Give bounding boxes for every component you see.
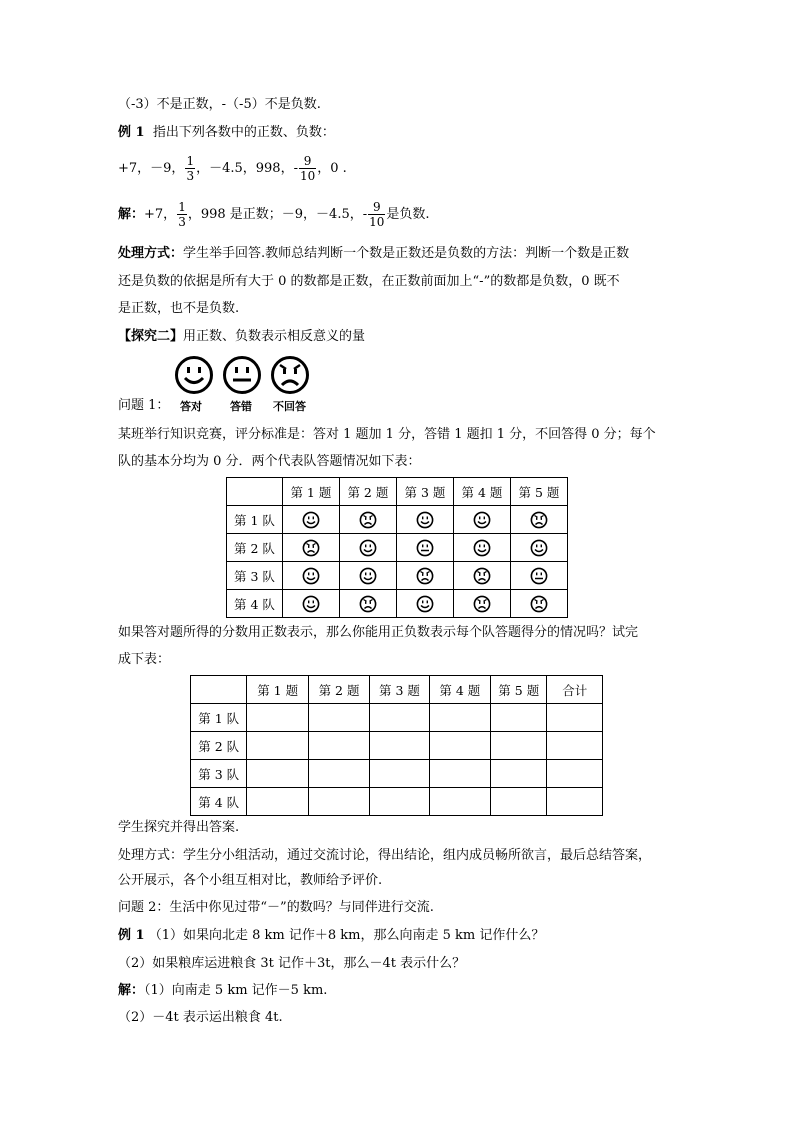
method-text-1: 学生举手回答.教师总结判断一个数是正数还是负数的方法：判断一个数是正数 xyxy=(183,246,630,261)
smile-face-icon xyxy=(174,355,214,395)
frown-face-icon xyxy=(270,355,310,395)
header-cell: 第 1 题 xyxy=(282,478,339,506)
frac-den: 3 xyxy=(178,215,186,229)
table-row xyxy=(191,788,603,816)
empty-score-cell[interactable] xyxy=(429,732,490,760)
empty-score-cell[interactable] xyxy=(491,732,547,760)
frac-den: 10 xyxy=(369,215,385,229)
frac-den: 3 xyxy=(186,169,195,183)
frown-icon xyxy=(473,595,491,613)
frown-icon xyxy=(359,511,377,529)
answer-line-1 xyxy=(118,982,327,1000)
fraction-one-third xyxy=(177,200,187,229)
empty-score-cell[interactable] xyxy=(547,760,603,788)
table-row xyxy=(227,534,568,562)
solution-label: 解： xyxy=(118,207,145,222)
face-cell xyxy=(453,506,510,534)
empty-score-cell[interactable] xyxy=(308,788,369,816)
face-cell xyxy=(510,534,567,562)
smile-icon xyxy=(302,511,320,529)
empty-score-cell[interactable] xyxy=(308,732,369,760)
fraction-one-third xyxy=(185,154,195,183)
header-cell: 第 2 题 xyxy=(339,478,396,506)
empty-score-cell[interactable] xyxy=(547,704,603,732)
neutral-icon xyxy=(530,567,548,585)
header-cell: 第 2 题 xyxy=(308,676,369,704)
face-cell xyxy=(396,590,453,618)
example-2-line-2: （2）如果粮库运进粮食 3t 记作＋3t，那么－4t 表示什么？ xyxy=(118,956,466,971)
empty-score-cell[interactable] xyxy=(370,760,429,788)
header-cell: 第 5 题 xyxy=(491,676,547,704)
frown-icon xyxy=(530,511,548,529)
method2-line-1: 处理方式：学生分小组活动，通过交流讨论，得出结论，组内成员畅所欲言，最后总结答案， xyxy=(118,848,652,863)
method-line-2: 还是负数的依据是所有大于 0 的数都是正数，在正数前面加上“-”的数都是负数，0 既不 xyxy=(118,274,620,289)
face-label-wrong: 答错 xyxy=(230,400,252,413)
team-cell: 第 3 队 xyxy=(191,760,247,788)
nums-part-a: +7，－9， xyxy=(118,161,185,176)
line-1: （-3）不是正数，-（-5）不是负数. xyxy=(118,97,321,112)
frac-num: 1 xyxy=(178,200,186,214)
example-text: 指出下列各数中的正数、负数： xyxy=(152,125,335,140)
face-cell xyxy=(282,590,339,618)
team-cell: 第 2 队 xyxy=(191,732,247,760)
smile-icon xyxy=(302,595,320,613)
smile-icon xyxy=(530,539,548,557)
neutral-face-icon xyxy=(222,355,262,395)
fraction-nine-tenths xyxy=(299,154,316,183)
explore-text: 用正数、负数表示相反意义的量 xyxy=(183,329,366,344)
empty-score-cell[interactable] xyxy=(429,760,490,788)
empty-score-cell[interactable] xyxy=(370,732,429,760)
face-cell xyxy=(282,534,339,562)
frown-icon xyxy=(473,567,491,585)
header-cell: 合计 xyxy=(547,676,603,704)
header-cell xyxy=(191,676,247,704)
table-row xyxy=(227,562,568,590)
empty-score-cell[interactable] xyxy=(491,760,547,788)
face-cell xyxy=(453,534,510,562)
header-cell: 第 3 题 xyxy=(370,676,429,704)
face-cell xyxy=(396,506,453,534)
nums-part-b: ，－4.5，998，- xyxy=(196,161,298,176)
empty-score-cell[interactable] xyxy=(370,788,429,816)
face-cell xyxy=(453,590,510,618)
frown-icon xyxy=(416,567,434,585)
table-row xyxy=(191,732,603,760)
empty-score-cell[interactable] xyxy=(247,760,308,788)
smile-icon xyxy=(359,539,377,557)
team-cell: 第 2 队 xyxy=(227,534,283,562)
face-cell xyxy=(339,562,396,590)
frown-icon xyxy=(302,539,320,557)
team-cell: 第 4 队 xyxy=(191,788,247,816)
table-row xyxy=(191,704,603,732)
after-table-line-1: 如果答对题所得的分数用正数表示，那么你能用正负数表示每个队答题得分的情况吗？试完 xyxy=(118,625,639,640)
frown-icon xyxy=(359,595,377,613)
face-label-no-answer: 不回答 xyxy=(273,400,306,413)
face-cell xyxy=(396,534,453,562)
number-list xyxy=(118,152,347,186)
empty-score-cell[interactable] xyxy=(247,704,308,732)
empty-score-cell[interactable] xyxy=(491,704,547,732)
face-cell xyxy=(453,562,510,590)
frac-num: 9 xyxy=(368,200,385,215)
score-table xyxy=(190,675,603,816)
frac-num: 1 xyxy=(186,154,195,168)
contest-line-1: 某班举行知识竞赛，评分标准是：答对 1 题加 1 分，答错 1 题扣 1 分，不回答得 0 分；每个 xyxy=(118,427,656,442)
example-2-label: 例 1 xyxy=(118,928,145,943)
smile-icon xyxy=(302,567,320,585)
empty-score-cell[interactable] xyxy=(247,788,308,816)
question-2: 问题 2：生活中你见过带“－”的数吗？与同伴进行交流. xyxy=(118,900,434,915)
sol-part-b: ，998 是正数；－9，－4.5，- xyxy=(187,207,368,222)
example-2-line-1 xyxy=(118,927,544,945)
sol-part-c: 是负数. xyxy=(386,207,430,222)
answer-label: 解： xyxy=(118,983,145,998)
team-cell: 第 3 队 xyxy=(227,562,283,590)
header-cell: 第 3 题 xyxy=(396,478,453,506)
face-cell xyxy=(396,562,453,590)
face-cell xyxy=(339,590,396,618)
team-cell: 第 1 队 xyxy=(227,506,283,534)
header-cell: 第 1 题 xyxy=(247,676,308,704)
example-2-text: （1）如果向北走 8 km 记作＋8 km，那么向南走 5 km 记作什么？ xyxy=(148,928,545,943)
frac-num: 9 xyxy=(299,154,316,169)
team-cell: 第 4 队 xyxy=(227,590,283,618)
face-cell xyxy=(282,562,339,590)
team-cell: 第 1 队 xyxy=(191,704,247,732)
sol-part-a: +7， xyxy=(144,207,177,222)
face-cell xyxy=(510,590,567,618)
method-line-1 xyxy=(118,245,629,263)
header-cell xyxy=(227,478,283,506)
header-cell: 第 5 题 xyxy=(510,478,567,506)
solution-1 xyxy=(118,198,430,232)
smile-icon xyxy=(416,595,434,613)
table-row xyxy=(227,506,568,534)
answer-text-1: （1）向南走 5 km 记作－5 km. xyxy=(144,983,328,998)
question-1-label: 问题 1： xyxy=(118,398,170,413)
empty-score-cell[interactable] xyxy=(491,788,547,816)
header-cell: 第 4 题 xyxy=(429,676,490,704)
method-label: 处理方式： xyxy=(118,246,184,261)
empty-score-cell[interactable] xyxy=(308,704,369,732)
empty-score-cell[interactable] xyxy=(370,704,429,732)
answer-line-2: （2）－4t 表示运出粮食 4t. xyxy=(118,1010,283,1025)
method-line-3: 是正数，也不是负数. xyxy=(118,301,240,316)
explore-heading xyxy=(118,328,365,346)
face-label-correct: 答对 xyxy=(180,400,202,413)
face-cell xyxy=(510,562,567,590)
contest-line-2: 队的基本分均为 0 分．两个代表队答题情况如下表： xyxy=(118,454,421,469)
empty-score-cell[interactable] xyxy=(308,760,369,788)
after-table-line-2: 成下表： xyxy=(118,652,171,667)
header-cell: 第 4 题 xyxy=(453,478,510,506)
smile-icon xyxy=(473,539,491,557)
empty-score-cell[interactable] xyxy=(247,732,308,760)
table-header-row xyxy=(191,676,603,704)
empty-score-cell[interactable] xyxy=(547,788,603,816)
frown-icon xyxy=(530,595,548,613)
smile-icon xyxy=(359,567,377,585)
face-cell xyxy=(339,534,396,562)
answer-table xyxy=(226,477,568,618)
neutral-icon xyxy=(416,539,434,557)
table-row xyxy=(191,760,603,788)
example-1-heading xyxy=(118,124,335,142)
table-row xyxy=(227,590,568,618)
face-cell xyxy=(339,506,396,534)
fraction-nine-tenths xyxy=(368,200,385,229)
face-cell xyxy=(282,506,339,534)
frac-den: 10 xyxy=(299,169,316,183)
smile-icon xyxy=(473,511,491,529)
empty-score-cell[interactable] xyxy=(429,704,490,732)
face-cell xyxy=(510,506,567,534)
explore-label: 【探究二】 xyxy=(118,329,184,344)
example-label: 例 1 xyxy=(118,125,145,140)
empty-score-cell[interactable] xyxy=(429,788,490,816)
method2-line-2: 公开展示，各个小组互相对比，教师给予评价. xyxy=(118,873,383,888)
nums-part-c: ，0 . xyxy=(317,161,347,176)
student-line: 学生探究并得出答案. xyxy=(118,820,240,835)
table-header-row xyxy=(227,478,568,506)
smile-icon xyxy=(416,511,434,529)
empty-score-cell[interactable] xyxy=(547,732,603,760)
